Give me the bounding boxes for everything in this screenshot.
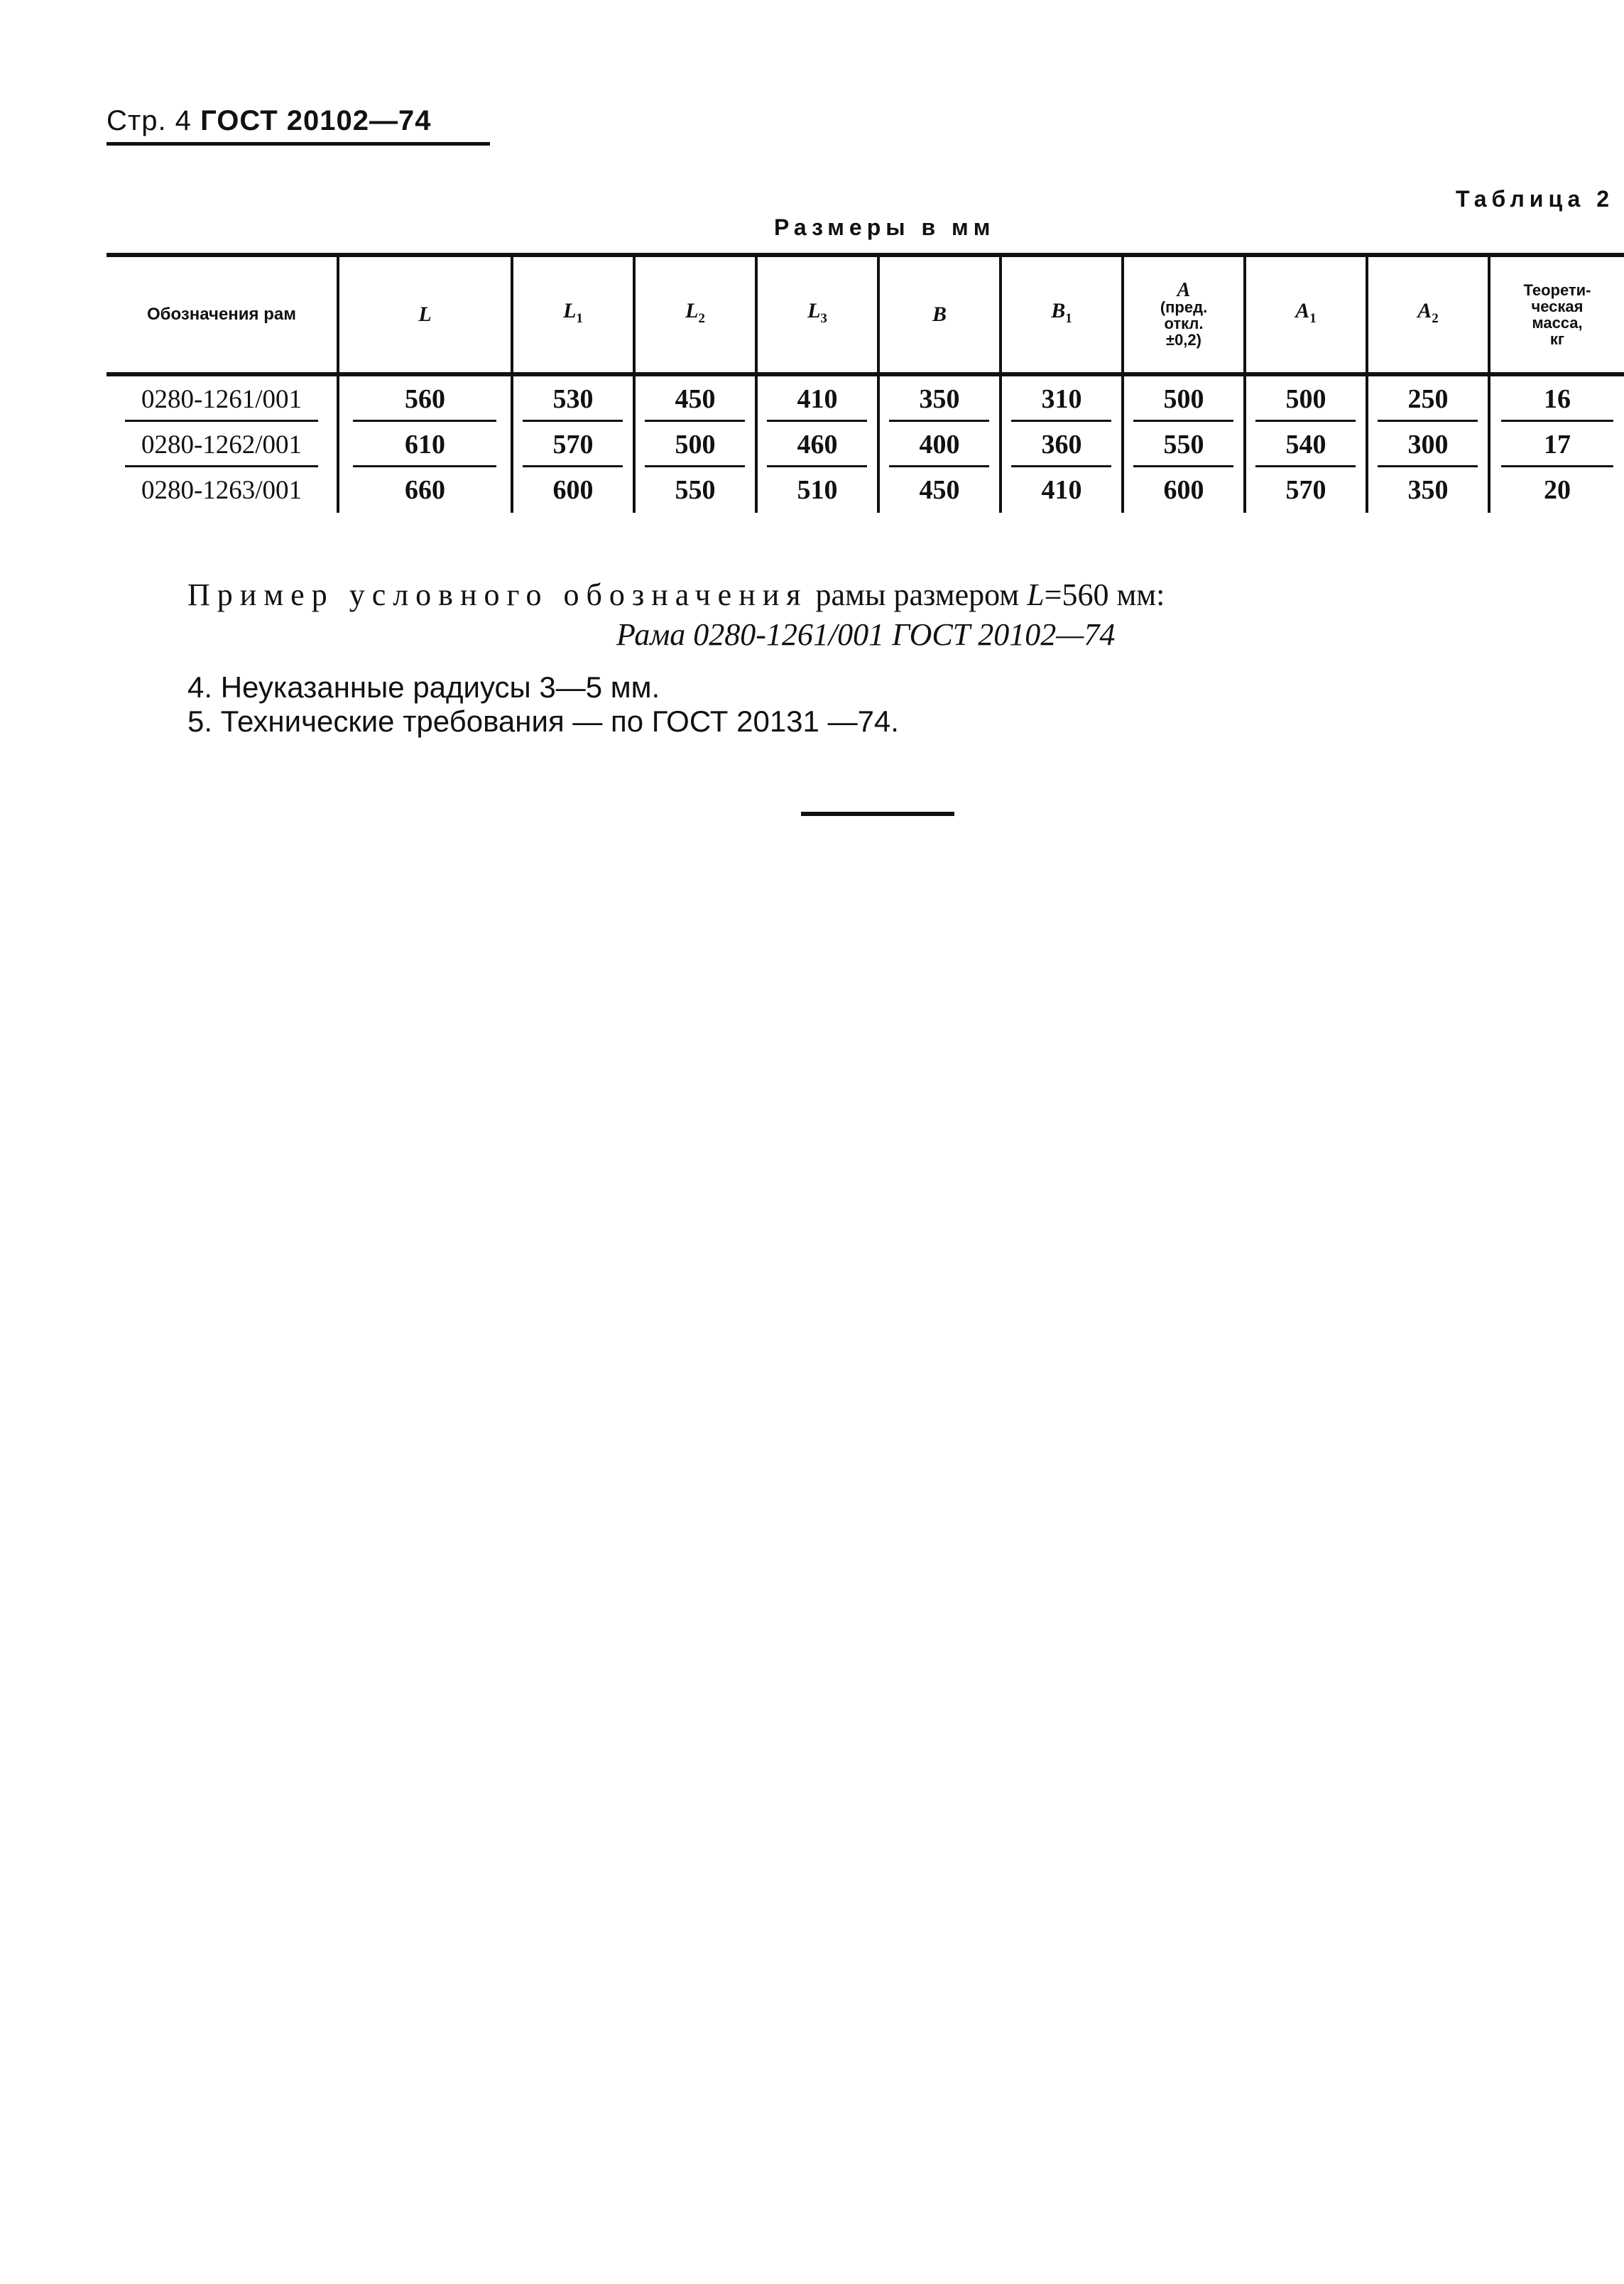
example-symbol: L	[1027, 577, 1045, 612]
col-header-mass: Теорети- ческая масса, кг	[1489, 255, 1624, 374]
table-cell: 250	[1367, 374, 1489, 422]
example-label: Пример условного обозначения	[187, 577, 808, 612]
table-cell: 17	[1489, 422, 1624, 467]
table-cell: 20	[1489, 467, 1624, 513]
table-cell: 460	[756, 422, 878, 467]
table-header-row	[107, 255, 1624, 374]
table-cell: 510	[756, 467, 878, 513]
table-cell: 500	[634, 422, 756, 467]
table-cell: 540	[1245, 422, 1367, 467]
col-header-L1: $L_1$	[512, 255, 634, 374]
standard-number: ГОСТ 20102—74	[200, 105, 432, 136]
dimensions-table	[107, 253, 1624, 513]
table-cell: 600	[512, 467, 634, 513]
table-cell: 410	[1001, 467, 1123, 513]
table-row	[107, 422, 1624, 467]
table-cell: 570	[512, 422, 634, 467]
table-cell: 16	[1489, 374, 1624, 422]
table-cell: 570	[1245, 467, 1367, 513]
col-header-B: B	[878, 255, 1001, 374]
note-5: 5. Технические требования — по ГОСТ 20131 —74.	[187, 705, 899, 738]
table-cell: 550	[1123, 422, 1245, 467]
example-code: Рама 0280-1261/001 ГОСТ 20102—74	[616, 617, 1116, 652]
table-cell: 0280-1261/001	[107, 374, 338, 422]
table-cell: 500	[1245, 374, 1367, 422]
table-row	[107, 467, 1624, 513]
table-cell: 450	[634, 374, 756, 422]
table-cell: 660	[338, 467, 512, 513]
table-cell: 360	[1001, 422, 1123, 467]
table-row	[107, 374, 1624, 422]
table-cell: 610	[338, 422, 512, 467]
col-header-L2: $L_2$	[634, 255, 756, 374]
page-number: Стр. 4	[107, 105, 192, 136]
header-underline	[107, 142, 490, 146]
table-cell: 400	[878, 422, 1001, 467]
col-header-A: A (пред. откл. ±0,2)	[1123, 255, 1245, 374]
table-cell: 0280-1262/001	[107, 422, 338, 467]
note-4: 4. Неуказанные радиусы 3—5 мм.	[187, 670, 660, 704]
table-caption: Таблица 2	[1455, 186, 1614, 212]
table-cell: 560	[338, 374, 512, 422]
col-header-L: L	[338, 255, 512, 374]
col-header-A1: $A_1$	[1245, 255, 1367, 374]
example-line	[187, 574, 1165, 616]
table-cell: 300	[1367, 422, 1489, 467]
col-header-B1: $B_1$	[1001, 255, 1123, 374]
table-cell: 350	[1367, 467, 1489, 513]
table-cell: 350	[878, 374, 1001, 422]
example-value: =560 мм:	[1044, 577, 1165, 612]
table-cell: 550	[634, 467, 756, 513]
table-units: Размеры в мм	[774, 214, 996, 240]
example-text: рамы размером	[815, 577, 1020, 612]
table-cell: 410	[756, 374, 878, 422]
col-header-designation: Обозначения рам	[147, 305, 296, 324]
col-header-L3: $L_3$	[756, 255, 878, 374]
table-cell: 310	[1001, 374, 1123, 422]
table-cell: 530	[512, 374, 634, 422]
page-header	[107, 105, 431, 137]
table-cell: 450	[878, 467, 1001, 513]
table-cell: 500	[1123, 374, 1245, 422]
table-cell: 0280-1263/001	[141, 475, 303, 505]
end-rule	[801, 812, 954, 816]
col-header-A2: $A_2$	[1367, 255, 1489, 374]
table-cell: 600	[1123, 467, 1245, 513]
